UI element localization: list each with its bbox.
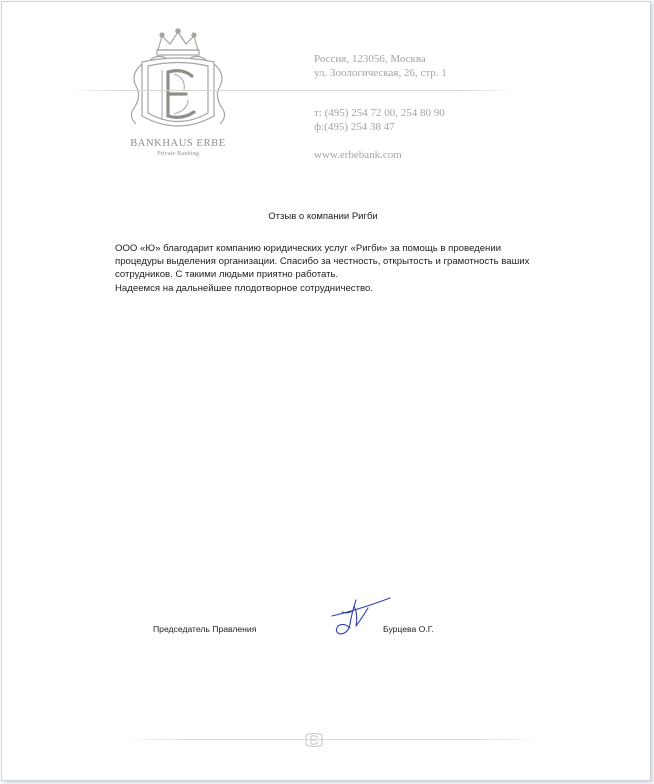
letter-body [115,242,575,295]
body-line: ООО «Ю» благодарит компанию юридических услуг «Ригби» за помощь в проведении [115,243,502,254]
body-line: сотрудников. С такими людьми приятно работать. [115,269,339,281]
website-link[interactable]: www.erbebank.com [314,149,402,161]
document-title: Отзыв о компании Ригби [268,211,378,222]
body-line: процедуры выделения организации. Спасибо за честность, открытость и грамотность ваших [115,256,530,268]
signatory-position: Председатель Правления [153,624,257,634]
body-line: Надеемся на дальнейшее плодотворное сотрудничество. [115,282,373,294]
address-line-1: Россия, 123056, Москва [314,53,426,65]
fax-number: ф:(495) 254 38 47 [314,121,395,133]
phone-number: т: (495) 254 72 00, 254 80 90 [314,107,445,119]
address-line-2: ул. Зоологическая, 26, стр. 1 [314,67,447,79]
letter-page [1,1,651,781]
brand-subtitle: Private Banking [156,150,200,157]
footer-divider [122,739,542,740]
monogram-ornament-icon [302,731,326,749]
signatory-name: Бурцева О.Г. [383,624,434,634]
brand-name: BANKHAUS ERBE [130,138,226,149]
header-divider [70,90,514,91]
